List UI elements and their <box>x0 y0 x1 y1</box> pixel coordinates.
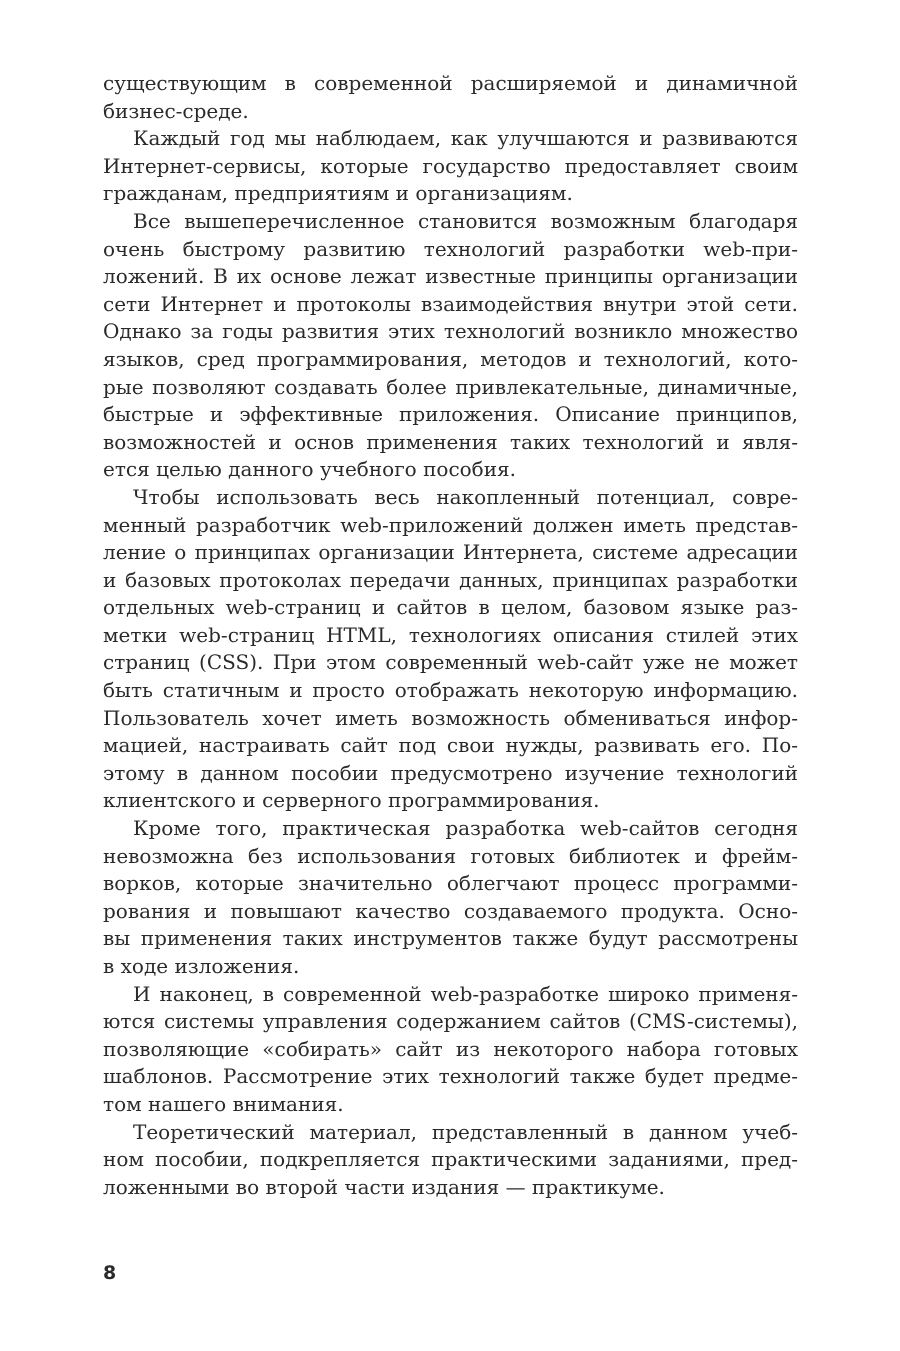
text-line: Теоретический материал, представленный в данном учеб- <box>133 1119 798 1144</box>
body-text <box>103 70 798 1201</box>
text-line: ются системы управления содержанием сайтов (CMS-системы), <box>103 1009 798 1034</box>
text-line: Все вышеперечисленное становится возможным благодаря <box>133 208 798 233</box>
text-line: клиентского и серверного программирования. <box>103 788 600 813</box>
text-line: языков, сред программирования, методов и технологий, кото- <box>103 346 798 371</box>
text-line: метки web-страниц HTML, технологиях описания стилей этих <box>103 622 798 647</box>
text-line: Кроме того, практическая разработка web-сайтов сегодня <box>133 816 798 841</box>
text-line: рые позволяют создавать более привлекательные, динамичные, <box>103 374 798 399</box>
paragraph <box>103 815 798 981</box>
text-line: быстрые и эффективные приложения. Описание принципов, <box>103 402 798 427</box>
text-line: бизнес-среде. <box>103 98 249 123</box>
text-line: очень быстрому развитию технологий разработки web-при- <box>103 236 798 261</box>
text-line: Однако за годы развития этих технологий возникло множество <box>103 319 798 344</box>
text-line: И наконец, в современной web-разработке широко применя- <box>133 981 798 1006</box>
paragraph <box>103 1119 798 1202</box>
text-line: Пользователь хочет иметь возможность обмениваться инфор- <box>103 705 798 730</box>
text-line: ется целью данного учебного пособия. <box>103 457 517 482</box>
text-line: Интернет-сервисы, которые государство предоставляет своим <box>103 153 798 178</box>
text-line: невозможна без использования готовых библиотек и фрейм- <box>103 843 798 868</box>
text-line: и базовых протоколах передачи данных, принципах разработки <box>103 567 798 592</box>
text-line: позволяющие «собирать» сайт из некоторого набора готовых <box>103 1036 798 1061</box>
text-line: сети Интернет и протоколы взаимодействия внутри этой сети. <box>103 291 798 316</box>
text-line: вы применения таких инструментов также будут рассмотрены <box>103 926 798 951</box>
text-line: Каждый год мы наблюдаем, как улучшаются и развиваются <box>133 126 798 151</box>
text-line: Чтобы использовать весь накопленный потенциал, совре- <box>133 484 798 509</box>
text-line: в ходе изложения. <box>103 954 300 978</box>
text-line: отдельных web-страниц и сайтов в целом, базовом языке раз- <box>103 595 798 620</box>
text-line: возможностей и основ применения таких технологий и явля- <box>103 429 798 454</box>
text-line: шаблонов. Рассмотрение этих технологий также будет предме- <box>103 1064 798 1089</box>
paragraph <box>103 125 798 208</box>
paragraph <box>103 981 798 1119</box>
text-line: том нашего внимания. <box>103 1091 344 1116</box>
text-line: этому в данном пособии предусмотрено изучение технологий <box>103 760 798 785</box>
paragraph <box>103 208 798 484</box>
text-line: ление о принципах организации Интернета, системе адресации <box>103 540 798 565</box>
text-line: ложенными во второй части издания — практикуме. <box>103 1174 665 1199</box>
text-line: менный разработчик web-приложений должен иметь представ- <box>103 512 798 537</box>
text-line: гражданам, предприятиям и организациям. <box>103 181 573 206</box>
text-line: рования и повышают качество создаваемого продукта. Осно- <box>103 898 798 923</box>
text-line: ворков, которые значительно облегчают процесс программи- <box>103 871 798 896</box>
paragraph <box>103 70 798 125</box>
text-line: ложений. В их основе лежат известные принципы организации <box>103 264 798 289</box>
paragraph <box>103 484 798 815</box>
text-line: страниц (CSS). При этом современный web-сайт уже не может <box>103 650 798 675</box>
text-line: ном пособии, подкрепляется практическими заданиями, пред- <box>103 1147 798 1172</box>
page-number: 8 <box>103 1262 117 1284</box>
text-line: существующим в современной расширяемой и динамичной <box>103 71 798 95</box>
text-line: мацией, настраивать сайт под свои нужды, развивать его. По- <box>103 733 798 758</box>
text-line: быть статичным и просто отображать некоторую информацию. <box>103 678 798 703</box>
